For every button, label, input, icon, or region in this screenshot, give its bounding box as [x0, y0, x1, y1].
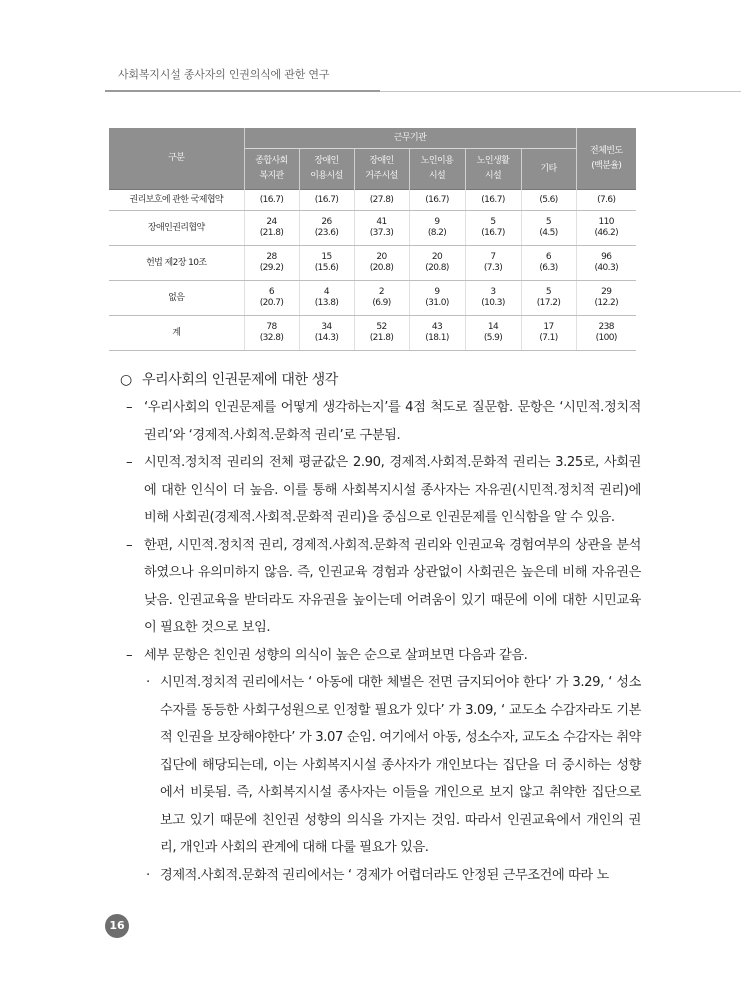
cell-percent: (40.3) [594, 263, 618, 273]
cell-percent: (13.8) [314, 298, 339, 308]
cell-count: 28 [266, 252, 277, 262]
header-rule-extension [380, 91, 741, 92]
table-column-header [299, 149, 354, 190]
table-cell [409, 211, 465, 246]
section-heading [120, 366, 641, 394]
cell-count: 110 [598, 217, 614, 227]
column-header-line: 시설 [484, 171, 502, 181]
cell-count: 5 [545, 287, 552, 297]
cell-count: 6 [545, 252, 552, 262]
cell-count: 78 [266, 322, 277, 332]
cell-percent: (20.7) [259, 298, 284, 308]
cell-percent: (16.7) [314, 194, 339, 205]
column-header-line: 종합사회 [255, 156, 288, 166]
cell-percent: (5.9) [483, 333, 503, 343]
dash-bullet-icon: – [126, 400, 133, 415]
table-column-header [521, 149, 576, 190]
cell-count: 5 [490, 217, 496, 227]
table-cell [465, 316, 521, 351]
cell-percent: (20.8) [425, 263, 449, 273]
column-header-line: 노인생활 [476, 156, 510, 166]
table-cell [521, 190, 576, 211]
dash-paragraph [116, 642, 641, 670]
total-header-line: (백분율) [591, 160, 622, 171]
table-cell [576, 281, 636, 316]
table-cell [354, 316, 409, 351]
table-row [109, 316, 636, 351]
table-cell [299, 190, 354, 211]
cell-percent: (10.3) [481, 298, 505, 308]
section-heading-text: 우리사회의 인권문제에 대한 생각 [142, 372, 338, 388]
cell-count: 14 [487, 322, 499, 332]
cell-percent: (6.9) [372, 298, 391, 308]
paragraph-text: ‘우리사회의 인권문제를 어떻게 생각하는지’를 4점 척도로 질문함. 문항은 ‘시민적.정치적 권리’와 ‘경제적.사회적.문화적 권리’로 구분됨. [144, 400, 641, 443]
table-cell [576, 190, 636, 211]
cell-count: 20 [376, 252, 387, 262]
row-label: 권리보호에 관한 국제협약 [109, 190, 244, 211]
table-cell [409, 190, 465, 211]
body-text [116, 366, 641, 889]
cell-percent: (16.7) [481, 194, 505, 205]
dash-paragraph [116, 394, 641, 449]
table-column-header [244, 149, 299, 190]
cell-count: 9 [434, 217, 440, 227]
table-cell [299, 246, 354, 281]
cell-percent: (6.3) [539, 263, 558, 273]
table-cell [465, 246, 521, 281]
table-cell [465, 281, 521, 316]
column-header-line: 시설 [428, 171, 446, 181]
dash-bullet-icon: – [126, 647, 133, 663]
total-header-line: 전체빈도 [590, 145, 623, 156]
dash-bullet-icon: – [126, 455, 133, 470]
table-cell [299, 316, 354, 351]
cell-percent: (37.3) [369, 228, 394, 238]
cell-count: 24 [266, 217, 277, 227]
dash-paragraph [116, 532, 641, 642]
table-column-header [354, 149, 409, 190]
column-header-line: 거주시설 [365, 171, 398, 181]
cell-percent: (16.7) [481, 228, 505, 238]
table-header-category: 구분 [109, 128, 244, 190]
cell-count: 29 [601, 287, 612, 297]
table-cell [354, 246, 409, 281]
table-header-total [576, 128, 636, 190]
cell-percent: (17.2) [536, 298, 561, 308]
cell-count: 4 [323, 287, 330, 297]
table-cell [576, 246, 636, 281]
row-label: 헌법 제2장 10조 [109, 246, 244, 281]
dot-item [116, 862, 641, 890]
cell-percent: (16.7) [259, 194, 284, 205]
column-header-line: 복지관 [259, 171, 284, 181]
paragraph-text: 세부 문항은 친인권 성향의 의식이 높은 순으로 살펴보면 다음과 같음. [144, 647, 528, 663]
table-cell [244, 246, 299, 281]
running-head: 사회복지시설 종사자의 인권의식에 관한 연구 [118, 68, 330, 81]
paragraph-text: 한편, 시민적.정치적 권리, 경제적.사회적.문화적 권리와 인권교육 경험여부의 상관을 분석하였으나 유의미하지 않음. 즉, 인권교육 경험과 상관없이 사회권은 높은데 비해 자유권은 낮음. 인권교육을 받더라도 자유권을 높이는데 어려움이 있기 때문에 이에 대한 시민교육이 필요한 것으로 보임. [144, 537, 641, 635]
cell-count: 7 [490, 252, 496, 262]
table-cell [521, 281, 576, 316]
dash-paragraph [116, 449, 641, 532]
cell-percent: (7.6) [597, 194, 616, 205]
table-row [109, 211, 636, 246]
dash-bullet-icon: – [126, 537, 133, 553]
table-cell [244, 281, 299, 316]
cell-count: 43 [431, 322, 443, 332]
dot-item [116, 669, 641, 862]
table-cell [409, 316, 465, 351]
table-row [109, 281, 636, 316]
cell-count: 9 [434, 287, 440, 297]
cell-count: 17 [543, 322, 554, 332]
cell-percent: (7.3) [483, 263, 503, 273]
cell-percent: (32.8) [259, 333, 284, 343]
cell-percent: (8.2) [427, 228, 447, 238]
cell-percent: (14.3) [314, 333, 339, 343]
table-cell [244, 316, 299, 351]
cell-count: 5 [545, 217, 552, 227]
column-header-line: 이용시설 [310, 171, 343, 181]
cell-count: 6 [268, 287, 275, 297]
paragraph-text: 시민적.정치적 권리의 전체 평균값은 2.90, 경제적.사회적.문화적 권리는 3.25로, 사회권에 대한 인식이 더 높음. 이를 통해 사회복지시설 종사자는 자유권(시민적.정치적 권리)에 비해 사회권(경제적.사회적.문화적 권리)을 중심으로 인권문제를 인식함을 알 수 있음. [144, 455, 641, 525]
cell-count: 20 [431, 252, 443, 262]
column-header-line: 기타 [540, 163, 557, 174]
row-label: 계 [109, 316, 244, 351]
table-cell [465, 190, 521, 211]
cell-percent: (21.8) [259, 228, 284, 238]
table-cell [465, 211, 521, 246]
table-cell [244, 190, 299, 211]
table-cell [299, 281, 354, 316]
cell-count: 52 [376, 322, 387, 332]
table-row [109, 246, 636, 281]
dot-bullet-icon: · [146, 867, 150, 883]
table-cell [354, 190, 409, 211]
cell-percent: (16.7) [425, 194, 449, 205]
cell-percent: (23.6) [314, 228, 339, 238]
cell-percent: (31.0) [425, 298, 449, 308]
row-label: 없음 [109, 281, 244, 316]
row-label: 장애인권리협약 [109, 211, 244, 246]
cell-count: 2 [378, 287, 385, 297]
cell-percent: (18.1) [425, 333, 449, 343]
column-header-line: 장애인 [314, 156, 339, 166]
dot-bullet-icon: · [146, 675, 150, 690]
table-cell [521, 316, 576, 351]
table-cell [299, 211, 354, 246]
header-rule [105, 90, 380, 92]
table-header-group: 근무기관 [244, 128, 576, 149]
cell-percent: (46.2) [594, 228, 618, 238]
cell-count: 3 [490, 287, 496, 297]
employment-table [109, 128, 636, 351]
table-cell [576, 316, 636, 351]
paragraph-text: 시민적.정치적 권리에서는 ‘ 아동에 대한 체벌은 전면 금지되어야 한다’ 가 3.29, ‘ 성소수자를 동등한 사회구성원으로 인정할 필요가 있다’ 가 3.09, ‘ 교도소 수감자라도 기본적 인권을 보장해야한다’ 가 3.07 순임. 여기에서 아동, 성소수자, 교도소 수감자는 취약집단에 해당되는데, 이는 사회복지시설 종사자가 개인보다는 집단을 더 중시하는 성향에서 비롯됨. 즉, 사회복지시설 종사자는 이들을 개인으로 보지 않고 취약한 집단으로 보고 있기 때문에 친인권 성향의 의식을 가지는 것임. 따라서 인권교육에서 개인의 권리, 개인과 사회의 관계에 대해 다룰 필요가 있음. [160, 675, 641, 855]
cell-percent: (4.5) [539, 228, 558, 238]
table-column-header [409, 149, 465, 190]
cell-percent: (7.1) [539, 333, 558, 343]
cell-percent: (29.2) [259, 263, 284, 273]
cell-percent: (27.8) [369, 194, 394, 205]
paragraph-text: 경제적.사회적.문화적 권리에서는 ‘ 경제가 어렵더라도 안정된 근무조건에 따라 노 [160, 867, 609, 883]
cell-percent: (15.6) [314, 263, 339, 273]
table-cell [244, 211, 299, 246]
cell-percent: (5.6) [539, 194, 558, 205]
table-column-header [465, 149, 521, 190]
table-row [109, 190, 636, 211]
cell-percent: (20.8) [369, 263, 394, 273]
cell-count: 238 [598, 322, 614, 332]
cell-count: 15 [321, 252, 332, 262]
column-header-line: 장애인 [369, 156, 394, 166]
cell-count: 34 [321, 322, 332, 332]
table-cell [409, 281, 465, 316]
table-cell [409, 246, 465, 281]
cell-count: 96 [601, 252, 612, 262]
page-number: 16 [105, 914, 129, 938]
circle-bullet-icon: ○ [120, 372, 132, 388]
cell-percent: (100) [595, 333, 617, 343]
table-cell [354, 211, 409, 246]
table-cell [576, 211, 636, 246]
cell-count: 26 [321, 217, 332, 227]
column-header-line: 노인이용 [420, 156, 454, 166]
cell-percent: (12.2) [594, 298, 618, 308]
table-cell [354, 281, 409, 316]
table-cell [521, 211, 576, 246]
cell-count: 41 [376, 217, 387, 227]
table-cell [521, 246, 576, 281]
cell-percent: (21.8) [369, 333, 394, 343]
